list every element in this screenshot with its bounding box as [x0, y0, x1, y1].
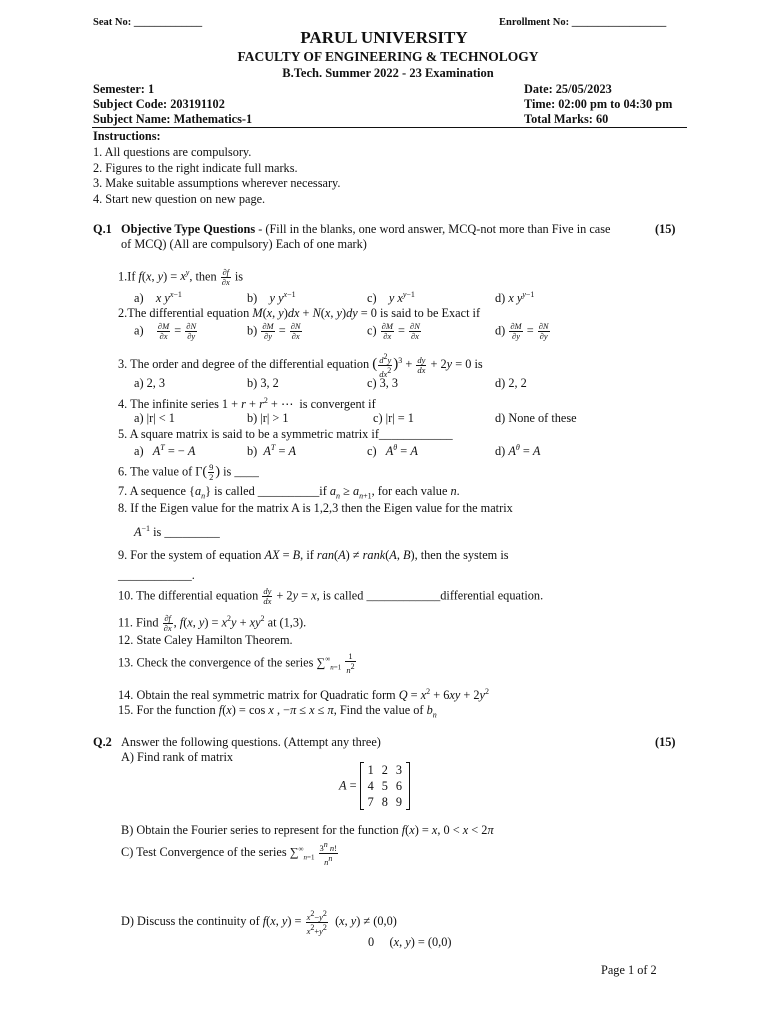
- option: d) $A^\theta = A$: [495, 443, 541, 459]
- q1-marks: (15): [655, 222, 676, 236]
- option: d) x $y^{y-1}$: [495, 290, 535, 306]
- university-title: PARUL UNIVERSITY: [300, 28, 468, 47]
- option: d) 2, 2: [495, 376, 527, 390]
- option: b) $A^T = A$: [247, 443, 296, 459]
- q1-item-1: 1.If f(x, $y) = x^y$, then $\frac{\partial f}{\partial x}$ is: [118, 267, 244, 287]
- exam-date: Date: 25/05/2023: [524, 82, 612, 96]
- q1-item-8: 8. If the Eigen value for the matrix A is 1,2,3 then the Eigen value for the matrix: [118, 501, 513, 515]
- option: c) $\frac{\partial M}{\partial x}$ = $\frac{\partial N}{\partial x}$: [367, 321, 420, 341]
- option: b) 3, 2: [247, 376, 279, 390]
- q1-item-9: 9. For the system of equation AX = B, if ran(A) ≠ rank(A, B), then the system is: [118, 548, 509, 562]
- exam-time: Time: 02:00 pm to 04:30 pm: [524, 97, 673, 111]
- header-divider: [92, 127, 687, 128]
- q2-part-d: D) Discuss the continuity of f(x, y) = $\frac{x^2-y^2}{x^2+y^2}$ (x, y) ≠ (0,0): [121, 909, 397, 936]
- q1-item-6: 6. The value of Γ( $\frac{9}{2}$ ) is ____: [118, 462, 259, 482]
- option: b) y $y^{x-1}$: [247, 290, 296, 306]
- semester: Semester: 1: [93, 82, 155, 96]
- q1-item-4: 4. The infinite series $1 + r + r^2$ + ⋯ is convergent if: [118, 396, 376, 412]
- option: b) |r| > 1: [247, 411, 289, 425]
- option: c) |r| = 1: [373, 411, 414, 425]
- option: a) x $y^{x-1}$: [134, 290, 182, 306]
- option: d) $\frac{\partial M}{\partial y}$ = $\frac{\partial N}{\partial y}$: [495, 321, 549, 341]
- q2-part-a: A) Find rank of matrix: [121, 750, 234, 764]
- instructions-title: Instructions:: [93, 129, 161, 143]
- option: a) $A^T$ = − A: [134, 443, 196, 459]
- seat-no: Seat No: _____________: [93, 17, 203, 28]
- q2-number: Q.2: [93, 735, 112, 749]
- q1-item-9-blank: ____________.: [118, 568, 195, 582]
- instruction-item: 1. All questions are compulsory.: [93, 145, 252, 159]
- option: b) $\frac{\partial M}{\partial y}$ = $\frac{\partial N}{\partial x}$: [247, 321, 301, 341]
- q1-desc: - (Fill in the blanks, one word answer, MCQ-not more than Five in case: [255, 222, 611, 236]
- q1-item-8b: $A^{-1}$ is _________: [134, 524, 220, 540]
- option: a) |r| < 1: [134, 411, 175, 425]
- option: c) $A^\theta = A$: [367, 443, 418, 459]
- q2-part-c: C) Test Convergence of the series $\sum^\infty_{n=1}$ $\frac{3^n n!}{n^n}$: [121, 840, 338, 867]
- q1-item-2: 2.The differential equation M(x, y)dx + N(x, y)dy = 0 is said to be Exact if: [118, 306, 481, 320]
- q2-part-d-case2: 0 (x, y) = (0,0): [368, 935, 452, 949]
- option: c) y $x^{y-1}$: [367, 290, 415, 306]
- q1-title: Objective Type Questions: [121, 222, 256, 236]
- option: a) 2, 3: [134, 376, 166, 390]
- subject-name: Subject Name: Mathematics-1: [93, 112, 253, 126]
- q1-item-11: 11. Find $\frac{\partial f}{\partial x}$ , f(x, $y) = x^2y + xy^2$ at (1,3).: [118, 613, 307, 633]
- q2-title: Answer the following questions. (Attempt any three): [121, 735, 381, 749]
- q1-item-5: 5. A square matrix is said to be a symmetric matrix if____________: [118, 427, 453, 441]
- q1-item-12: 12. State Caley Hamilton Theorem.: [118, 633, 293, 647]
- q2-marks: (15): [655, 735, 676, 749]
- instruction-item: 3. Make suitable assumptions wherever necessary.: [93, 176, 341, 190]
- faculty-title: FACULTY OF ENGINEERING & TECHNOLOGY: [237, 49, 539, 64]
- enrollment-no: Enrollment No: __________________: [499, 17, 667, 28]
- page-number: Page 1 of 2: [601, 963, 657, 977]
- option: a) $\frac{\partial M}{\partial x}$ = $\frac{\partial N}{\partial y}$: [134, 321, 197, 341]
- q1-item-13: 13. Check the convergence of the series $\sum^\infty_{n=1}$ $\frac{1}{n^2}$: [118, 651, 355, 675]
- q1-item-7: 7. A sequence $\{a_n\}$ is called __________if $a_n \ge a_{n+1}$, for each value n.: [118, 484, 460, 501]
- matrix-a: 1 2 3 4 5 6 7 8 9: [360, 762, 410, 810]
- q1-item-15: 15. For the function f(x) = cos x , −π ≤ x ≤ π, Find the value of $b_n$: [118, 703, 437, 720]
- exam-title: B.Tech. Summer 2022 - 23 Examination: [282, 66, 494, 80]
- q1-item-3: 3. The order and degree of the differential equation ( $\frac{d^2y}{dx^2}$ )$^3$ + $\frac{dy}{dx}$ + 2y = 0 is: [118, 352, 483, 379]
- q1-item-14: 14. Obtain the real symmetric matrix for Quadratic form $Q = x^2 + 6xy + 2y^2$: [118, 687, 490, 703]
- total-marks: Total Marks: 60: [524, 112, 609, 126]
- q2-part-b: B) Obtain the Fourier series to represent for the function f(x) = x, 0 < x < 2π: [121, 823, 494, 837]
- option: c) 3, 3: [367, 376, 399, 390]
- q2-matrix-block: A = 1 2 3 4 5 6 7 8 9: [339, 762, 410, 810]
- subject-code: Subject Code: 203191102: [93, 97, 225, 111]
- q1-number: Q.1: [93, 222, 112, 236]
- instruction-item: 4. Start new question on new page.: [93, 192, 266, 206]
- instruction-item: 2. Figures to the right indicate full marks.: [93, 161, 298, 175]
- option: d) None of these: [495, 411, 577, 425]
- q1-header: [121, 222, 611, 237]
- q1-desc2: of MCQ) (All are compulsory) Each of one mark): [121, 237, 367, 251]
- q1-item-10: 10. The differential equation $\frac{dy}{dx}$ + 2y = x, is called ____________differential equation.: [118, 586, 544, 606]
